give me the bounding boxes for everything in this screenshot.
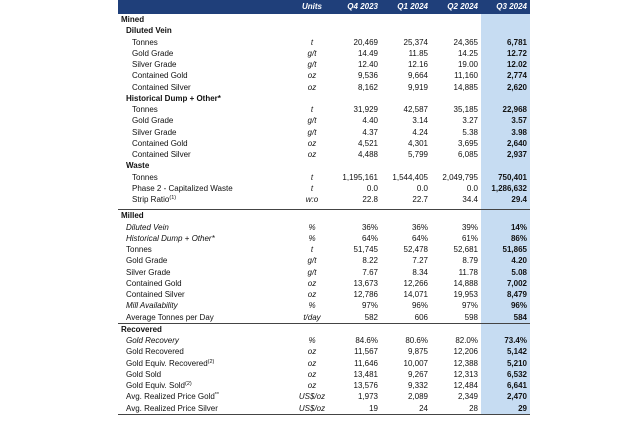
row-label-text: Historical Dump + Other* xyxy=(126,93,221,103)
row-label-text: Contained Gold xyxy=(126,278,182,288)
row-unit xyxy=(293,25,331,36)
row-label-text: Gold Equiv. Recovered xyxy=(126,358,208,368)
row-unit: g/t xyxy=(307,127,317,137)
header-q4-2023: Q4 2023 xyxy=(331,0,381,14)
row-label-text: Mill Availability xyxy=(126,301,178,311)
value-q4-2023: 1,195,161 xyxy=(342,172,378,182)
value-q1-2024: 11.85 xyxy=(408,48,428,58)
row-label xyxy=(118,37,293,48)
value-q1-2024 xyxy=(381,323,431,335)
row-label-text: Waste xyxy=(126,161,150,171)
value-q3-2024: 2,640 xyxy=(481,138,530,149)
value-q1-2024: 2,089 xyxy=(407,392,428,402)
value-q2-2024: 28 xyxy=(431,403,481,415)
row-label xyxy=(118,267,293,278)
value-q3-2024: 29 xyxy=(481,403,530,415)
value-q4-2023: 11,567 xyxy=(354,347,378,357)
row-unit: % xyxy=(308,336,316,345)
table-row xyxy=(118,380,530,391)
value-q3-2024: 6,781 xyxy=(481,37,530,48)
row-label xyxy=(118,312,293,324)
value-q4-2023: 13,576 xyxy=(353,381,378,390)
section-row xyxy=(118,160,530,171)
row-unit: oz xyxy=(307,358,317,368)
value-q3-2024: 2,470 xyxy=(481,391,530,402)
row-unit: oz xyxy=(307,138,317,148)
value-q3-2024: 12.72 xyxy=(481,48,530,59)
row-unit: oz xyxy=(307,278,317,288)
value-q1-2024: 25,374 xyxy=(403,37,428,47)
value-q3-2024: 4.20 xyxy=(481,255,530,266)
row-unit: oz xyxy=(307,381,317,390)
value-q2-2024: 35,185 xyxy=(453,105,478,114)
row-label-text: Tonnes xyxy=(126,245,152,254)
table-row xyxy=(118,183,530,194)
row-label-text: Diluted Vein xyxy=(126,26,172,36)
header-q2-2024: Q2 2024 xyxy=(431,0,481,14)
row-unit: g/t xyxy=(307,267,317,277)
value-q4-2023: 84.6% xyxy=(355,336,378,345)
row-unit: t xyxy=(310,37,314,47)
row-label xyxy=(118,289,293,300)
row-label xyxy=(118,183,293,194)
value-q3-2024: 22,968 xyxy=(481,104,530,115)
value-q1-2024: 606 xyxy=(414,312,428,322)
value-q2-2024 xyxy=(431,210,481,222)
value-q4-2023: 4,488 xyxy=(357,150,378,159)
table-row xyxy=(118,346,530,357)
value-q2-2024: 39% xyxy=(461,222,478,232)
value-q3-2024: 1,286,632 xyxy=(481,183,530,194)
table-row xyxy=(118,233,530,244)
table-row xyxy=(118,70,530,81)
row-label-text: Gold Grade xyxy=(132,48,174,58)
row-unit: t xyxy=(310,105,314,114)
value-q3-2024: 73.4% xyxy=(481,335,530,346)
value-q3-2024: 3.98 xyxy=(481,127,530,138)
row-label-text: Gold Grade xyxy=(132,116,174,126)
row-label-text: Gold Recovery xyxy=(126,336,179,345)
section-row xyxy=(118,210,530,222)
value-q1-2024: 14,071 xyxy=(403,290,428,299)
value-q3-2024: 3.57 xyxy=(481,115,530,126)
value-q3-2024: 6,641 xyxy=(481,380,530,391)
value-q4-2023: 22.8 xyxy=(362,195,378,204)
value-q2-2024: 3,695 xyxy=(457,138,478,148)
row-unit: oz xyxy=(307,369,317,379)
section-row xyxy=(118,25,530,36)
row-label-text: Phase 2 - Capitalized Waste xyxy=(132,183,233,193)
table-header-row xyxy=(118,0,530,14)
row-label xyxy=(118,391,293,402)
row-unit: g/t xyxy=(307,256,317,266)
value-q2-2024: 19,953 xyxy=(453,290,478,299)
value-q3-2024: 86% xyxy=(481,233,530,244)
value-q2-2024: 97% xyxy=(461,301,478,311)
value-q1-2024: 9,664 xyxy=(407,71,428,81)
value-q4-2023: 36% xyxy=(361,222,378,232)
production-table-container xyxy=(118,0,530,415)
value-q1-2024: 22.7 xyxy=(412,195,428,204)
footnote-marker: (2) xyxy=(185,381,192,387)
value-q4-2023: 14.49 xyxy=(357,48,378,58)
row-label xyxy=(118,403,293,415)
value-q3-2024: 29.4 xyxy=(481,194,530,205)
row-label-text: Strip Ratio xyxy=(132,195,170,204)
value-q3-2024: 5,210 xyxy=(481,358,530,369)
value-q2-2024: 2,349 xyxy=(457,392,478,402)
row-label xyxy=(118,172,293,183)
header-label-cell xyxy=(118,0,293,14)
value-q4-2023: 11,646 xyxy=(354,358,378,368)
row-unit: US$/oz xyxy=(298,392,326,402)
value-q4-2023: 4,521 xyxy=(357,138,378,148)
row-label-text: Silver Grade xyxy=(132,60,177,69)
row-unit: g/t xyxy=(307,116,317,126)
value-q2-2024: 3.27 xyxy=(462,116,478,126)
table-row xyxy=(118,369,530,380)
table-body xyxy=(118,14,530,414)
row-label-text: Contained Silver xyxy=(126,290,185,299)
row-label-text: Mined xyxy=(121,15,145,24)
value-q4-2023: 64% xyxy=(361,233,378,243)
value-q4-2023: 19 xyxy=(331,403,381,415)
row-label xyxy=(118,104,293,115)
row-label xyxy=(118,358,293,369)
value-q2-2024: 34.4 xyxy=(462,195,478,204)
value-q2-2024: 24,365 xyxy=(453,37,478,47)
value-q1-2024: 3.14 xyxy=(412,116,428,126)
value-q2-2024: 12,388 xyxy=(453,358,478,368)
row-label-text: Recovered xyxy=(121,324,162,334)
value-q4-2023: 31,929 xyxy=(353,105,378,114)
value-q3-2024: 5,142 xyxy=(481,346,530,357)
row-label xyxy=(118,335,293,346)
row-label-text: Tonnes xyxy=(132,105,158,114)
value-q2-2024: 52,681 xyxy=(453,245,478,254)
row-label xyxy=(118,115,293,126)
table-row xyxy=(118,335,530,346)
table-row xyxy=(118,127,530,138)
value-q3-2024 xyxy=(481,93,530,104)
row-label-text: Silver Grade xyxy=(126,267,171,277)
row-label xyxy=(118,160,293,171)
value-q1-2024: 4.24 xyxy=(412,127,428,137)
value-q3-2024: 96% xyxy=(481,300,530,311)
value-q2-2024: 5.38 xyxy=(462,127,478,137)
value-q1-2024 xyxy=(381,93,431,104)
value-q2-2024 xyxy=(431,160,481,171)
value-q2-2024: 2,049,795 xyxy=(442,172,478,182)
value-q3-2024 xyxy=(481,160,530,171)
row-unit: t xyxy=(310,172,314,182)
value-q1-2024: 9,919 xyxy=(407,82,428,92)
value-q1-2024: 9,875 xyxy=(407,347,428,357)
row-unit: oz xyxy=(307,150,317,159)
value-q2-2024 xyxy=(431,93,481,104)
value-q4-2023: 8,162 xyxy=(357,82,378,92)
value-q1-2024: 10,007 xyxy=(403,358,428,368)
value-q4-2023: 12.40 xyxy=(357,60,378,69)
row-unit: t xyxy=(310,183,314,193)
row-unit: % xyxy=(308,301,316,311)
value-q3-2024: 750,401 xyxy=(481,172,530,183)
value-q2-2024: 8.79 xyxy=(462,256,478,266)
value-q3-2024: 8,479 xyxy=(481,289,530,300)
value-q1-2024: 4,301 xyxy=(407,138,428,148)
value-q3-2024: 2,620 xyxy=(481,82,530,93)
row-label-text: Diluted Vein xyxy=(126,222,169,232)
row-label-text: Gold Sold xyxy=(126,369,162,379)
row-label xyxy=(118,255,293,266)
value-q1-2024: 52,478 xyxy=(403,245,428,254)
table-row xyxy=(118,391,530,402)
value-q3-2024: 2,937 xyxy=(481,149,530,160)
value-q3-2024: 584 xyxy=(481,312,530,324)
row-label xyxy=(118,25,293,36)
value-q4-2023: 582 xyxy=(364,312,378,322)
production-table xyxy=(118,0,530,415)
row-unit xyxy=(293,160,331,171)
value-q2-2024 xyxy=(431,14,481,25)
table-row xyxy=(118,194,530,205)
footnote-marker: ** xyxy=(214,392,220,399)
value-q4-2023: 8.22 xyxy=(362,256,378,266)
row-label xyxy=(118,194,293,205)
table-row xyxy=(118,278,530,289)
row-unit: g/t xyxy=(307,60,317,69)
value-q3-2024: 14% xyxy=(481,222,530,233)
row-label-text: Milled xyxy=(121,211,144,221)
value-q1-2024: 64% xyxy=(411,233,428,243)
value-q2-2024: 12,313 xyxy=(453,369,478,379)
section-row xyxy=(118,323,530,335)
value-q1-2024: 9,332 xyxy=(407,381,428,390)
value-q4-2023 xyxy=(331,210,381,222)
footnote-marker: (1) xyxy=(169,195,177,201)
value-q2-2024: 12,206 xyxy=(453,347,478,357)
value-q3-2024: 12.02 xyxy=(481,59,530,70)
value-q1-2024: 7.27 xyxy=(412,256,428,266)
value-q4-2023: 9,536 xyxy=(357,71,378,81)
row-label-text: Average Tonnes per Day xyxy=(126,312,214,322)
row-label-text: Avg. Realized Price Gold xyxy=(126,392,215,402)
table-row xyxy=(118,149,530,160)
value-q3-2024: 51,865 xyxy=(481,244,530,255)
value-q4-2023: 12,786 xyxy=(353,290,378,299)
row-unit: w:o xyxy=(305,195,319,204)
row-label-text: Contained Gold xyxy=(132,138,188,148)
value-q1-2024: 24 xyxy=(381,403,431,415)
value-q3-2024 xyxy=(481,210,530,222)
value-q4-2023 xyxy=(331,25,381,36)
row-label-text: Avg. Realized Price Silver xyxy=(126,403,218,413)
value-q2-2024: 19.00 xyxy=(457,60,478,69)
value-q4-2023: 7.67 xyxy=(362,267,378,277)
value-q1-2024: 9,267 xyxy=(407,369,428,379)
table-row xyxy=(118,48,530,59)
value-q1-2024: 36% xyxy=(411,222,428,232)
row-label xyxy=(118,380,293,391)
row-label xyxy=(118,278,293,289)
row-label xyxy=(118,14,293,25)
value-q2-2024: 11,160 xyxy=(454,71,478,81)
row-label-text: Contained Gold xyxy=(132,71,188,81)
row-unit xyxy=(293,93,331,104)
value-q2-2024: 14.25 xyxy=(457,48,478,58)
value-q4-2023 xyxy=(331,160,381,171)
value-q4-2023: 4.37 xyxy=(362,127,378,137)
value-q4-2023: 4.40 xyxy=(362,116,378,126)
table-row xyxy=(118,255,530,266)
value-q2-2024: 0.0 xyxy=(466,183,478,193)
row-unit: US$/oz xyxy=(293,403,331,415)
value-q3-2024 xyxy=(481,14,530,25)
table-row xyxy=(118,37,530,48)
row-label xyxy=(118,323,293,335)
value-q2-2024: 12,484 xyxy=(453,381,478,390)
value-q1-2024: 80.6% xyxy=(405,336,428,345)
row-label xyxy=(118,346,293,357)
row-unit: oz xyxy=(307,347,317,357)
value-q2-2024: 14,888 xyxy=(453,278,478,288)
table-row xyxy=(118,300,530,311)
value-q3-2024: 7,002 xyxy=(481,278,530,289)
value-q4-2023: 13,481 xyxy=(353,369,378,379)
row-label xyxy=(118,233,293,244)
value-q2-2024: 14,885 xyxy=(453,82,478,92)
value-q1-2024 xyxy=(381,14,431,25)
value-q1-2024: 8.34 xyxy=(412,267,428,277)
row-unit: oz xyxy=(307,290,317,299)
value-q2-2024: 6,085 xyxy=(457,150,478,159)
row-unit: % xyxy=(308,222,316,232)
table-row xyxy=(118,104,530,115)
value-q1-2024 xyxy=(381,210,431,222)
value-q2-2024: 11.78 xyxy=(458,267,478,277)
value-q4-2023: 1,973 xyxy=(357,392,378,402)
section-row xyxy=(118,14,530,25)
table-row xyxy=(118,115,530,126)
value-q1-2024: 12.16 xyxy=(407,60,428,69)
row-label xyxy=(118,222,293,233)
value-q1-2024: 42,587 xyxy=(403,105,428,114)
row-label-text: Contained Silver xyxy=(132,82,191,92)
value-q3-2024 xyxy=(481,25,530,36)
row-unit: t xyxy=(310,245,314,254)
value-q4-2023: 13,673 xyxy=(353,278,378,288)
value-q4-2023 xyxy=(331,14,381,25)
table-row xyxy=(118,244,530,255)
row-label xyxy=(118,138,293,149)
value-q1-2024: 12,266 xyxy=(403,278,428,288)
table-row xyxy=(118,82,530,93)
value-q4-2023 xyxy=(331,93,381,104)
value-q2-2024 xyxy=(431,25,481,36)
row-label-text: Tonnes xyxy=(132,37,158,47)
value-q2-2024: 82.0% xyxy=(455,336,478,345)
row-label xyxy=(118,70,293,81)
row-label xyxy=(118,244,293,255)
value-q4-2023: 51,745 xyxy=(353,245,378,254)
row-unit: oz xyxy=(307,82,317,92)
table-row xyxy=(118,312,530,324)
row-label xyxy=(118,127,293,138)
value-q2-2024: 598 xyxy=(464,312,478,322)
row-label-text: Gold Equiv. Sold xyxy=(126,381,185,390)
row-label-text: Contained Silver xyxy=(132,150,191,159)
row-label xyxy=(118,149,293,160)
row-label-text: Historical Dump + Other* xyxy=(126,233,215,243)
table-row xyxy=(118,403,530,415)
section-row xyxy=(118,93,530,104)
row-label xyxy=(118,300,293,311)
row-label xyxy=(118,93,293,104)
header-units: Units xyxy=(293,0,331,14)
table-row xyxy=(118,138,530,149)
row-label xyxy=(118,82,293,93)
value-q3-2024: 6,532 xyxy=(481,369,530,380)
row-label-text: Silver Grade xyxy=(132,127,177,137)
table-row xyxy=(118,267,530,278)
value-q1-2024: 96% xyxy=(411,301,428,311)
row-label-text: Gold Recovered xyxy=(126,347,184,357)
table-row xyxy=(118,289,530,300)
value-q1-2024 xyxy=(381,160,431,171)
row-unit xyxy=(293,14,331,25)
value-q3-2024 xyxy=(481,323,530,335)
value-q4-2023: 20,469 xyxy=(353,37,378,47)
value-q3-2024: 2,774 xyxy=(481,70,530,81)
value-q4-2023: 0.0 xyxy=(366,183,378,193)
value-q4-2023 xyxy=(331,323,381,335)
row-unit: % xyxy=(308,233,316,243)
table-row xyxy=(118,222,530,233)
row-unit: oz xyxy=(307,71,317,81)
value-q4-2023: 97% xyxy=(361,301,378,311)
header-q3-2024: Q3 2024 xyxy=(481,0,530,14)
value-q1-2024: 0.0 xyxy=(416,183,428,193)
table-row xyxy=(118,358,530,369)
row-unit: g/t xyxy=(307,48,317,58)
row-label xyxy=(118,210,293,222)
row-label-text: Tonnes xyxy=(132,172,158,182)
row-label-text: Gold Grade xyxy=(126,256,168,266)
value-q1-2024 xyxy=(381,25,431,36)
row-unit xyxy=(293,210,331,222)
row-label xyxy=(118,48,293,59)
value-q2-2024: 61% xyxy=(461,233,478,243)
value-q1-2024: 1,544,405 xyxy=(392,172,428,182)
row-unit xyxy=(293,323,331,335)
value-q2-2024 xyxy=(431,323,481,335)
footnote-marker: (2) xyxy=(207,358,215,365)
value-q3-2024: 5.08 xyxy=(481,267,530,278)
table-row xyxy=(118,59,530,70)
row-label xyxy=(118,59,293,70)
row-unit: t/day xyxy=(303,312,321,322)
header-q1-2024: Q1 2024 xyxy=(381,0,431,14)
value-q1-2024: 5,799 xyxy=(407,150,428,159)
table-row xyxy=(118,172,530,183)
row-label xyxy=(118,369,293,380)
